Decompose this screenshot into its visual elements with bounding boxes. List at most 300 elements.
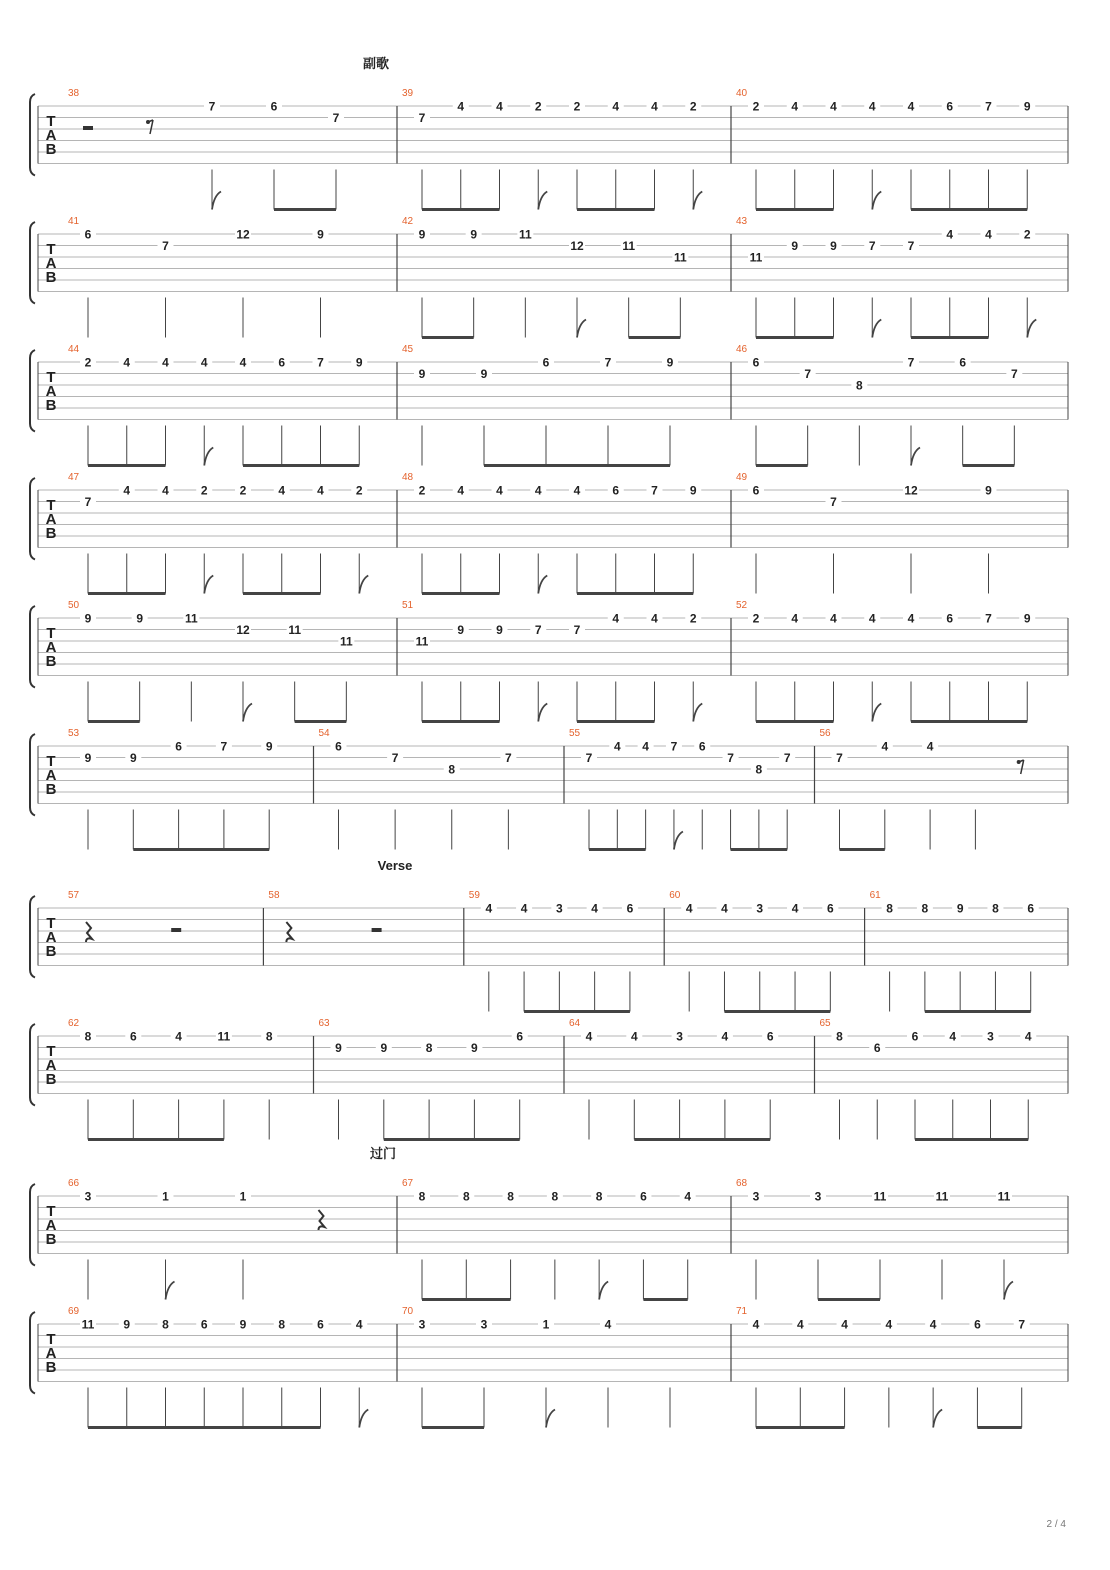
- tab-clef-letter: T: [46, 1331, 56, 1348]
- fret-number: 7: [804, 367, 812, 381]
- fret-number: 11: [518, 227, 532, 242]
- measure-number: 67: [402, 1178, 414, 1189]
- fret-number: 7: [907, 355, 915, 370]
- fret-number: 11: [622, 239, 636, 253]
- tab-clef-letter: A: [45, 1345, 57, 1362]
- fret-number: 4: [612, 99, 620, 114]
- fret-number: 7: [651, 483, 658, 498]
- fret-number: 6: [1027, 901, 1035, 916]
- fret-number: 7: [418, 111, 426, 125]
- fret-number: 4: [123, 355, 131, 370]
- fret-number: 4: [841, 1317, 848, 1332]
- half-rest: [171, 928, 181, 932]
- fret-number: 9: [335, 1041, 342, 1055]
- tab-system: [30, 1306, 1068, 1428]
- fret-number: 6: [873, 1041, 881, 1055]
- tab-clef-letter: T: [46, 915, 56, 932]
- fret-number: 4: [317, 483, 324, 498]
- fret-number: 4: [496, 99, 503, 114]
- fret-number: 3: [987, 1029, 994, 1044]
- fret-number: 6: [612, 483, 620, 498]
- fret-number: 4: [123, 483, 131, 498]
- tab-system: [30, 1178, 1068, 1300]
- fret-number: 4: [1024, 1029, 1032, 1044]
- fret-number: 6: [826, 901, 834, 916]
- fret-number: 7: [907, 239, 915, 253]
- fret-number: 8: [418, 1189, 426, 1204]
- fret-number: 4: [796, 1317, 804, 1332]
- fret-number: 4: [907, 611, 915, 626]
- fret-number: 9: [84, 611, 92, 626]
- measure-number: 70: [402, 1306, 414, 1317]
- fret-number: 11: [81, 1317, 95, 1332]
- rest-stem: [1021, 760, 1024, 774]
- system-bracket: [30, 896, 35, 978]
- fret-number: 4: [830, 611, 837, 626]
- fret-number: 6: [946, 611, 954, 626]
- tab-clef-letter: B: [45, 397, 57, 414]
- fret-number: 4: [881, 739, 889, 754]
- fret-number: 9: [496, 623, 503, 637]
- measure-number: 42: [402, 216, 414, 227]
- fret-number: 3: [556, 901, 563, 916]
- fret-number: 11: [217, 1029, 231, 1044]
- fret-number: 8: [507, 1189, 514, 1204]
- measure-number: 38: [68, 88, 80, 99]
- tab-system: [30, 600, 1068, 722]
- system-bracket: [30, 94, 35, 176]
- tab-clef-letter: A: [45, 383, 57, 400]
- rest-stem: [150, 120, 153, 134]
- fret-number: 6: [270, 99, 278, 114]
- fret-number: 4: [721, 901, 728, 916]
- fret-number: 9: [1023, 611, 1031, 626]
- measure-number: 40: [736, 88, 748, 99]
- tab-system: [30, 472, 1068, 594]
- fret-number: 4: [791, 901, 799, 916]
- section-label: 过门: [369, 1146, 397, 1161]
- fret-number: 7: [604, 355, 612, 370]
- fret-number: 4: [752, 1317, 760, 1332]
- measure-number: 54: [318, 728, 330, 739]
- note-flag: [693, 704, 702, 722]
- note-flag: [204, 448, 213, 466]
- fret-number: 9: [136, 611, 144, 626]
- fret-number: 2: [752, 611, 760, 626]
- note-flag: [212, 192, 221, 210]
- measure-number: 52: [736, 600, 748, 611]
- note-flag: [243, 704, 252, 722]
- note-flag: [872, 320, 881, 338]
- fret-number: 3: [752, 1189, 760, 1204]
- fret-number: 3: [814, 1189, 822, 1204]
- fret-number: 9: [418, 227, 426, 242]
- measure-number: 58: [268, 890, 280, 901]
- note-flag: [1004, 1282, 1013, 1300]
- tab-clef-letter: A: [45, 1057, 57, 1074]
- fret-number: 1: [162, 1189, 169, 1204]
- fret-number: 3: [418, 1317, 426, 1332]
- fret-number: 4: [907, 99, 915, 114]
- note-flag: [538, 704, 547, 722]
- fret-number: 8: [921, 901, 929, 916]
- note-flag: [166, 1282, 175, 1300]
- tab-clef-letter: A: [45, 929, 57, 946]
- fret-number: 11: [997, 1189, 1011, 1204]
- fret-number: 9: [380, 1041, 388, 1055]
- system-bracket: [30, 222, 35, 304]
- fret-number: 7: [220, 739, 228, 754]
- fret-number: 7: [1018, 1317, 1026, 1332]
- tab-clef-letter: A: [45, 1217, 57, 1234]
- measure-number: 45: [402, 344, 414, 355]
- fret-number: 8: [755, 762, 763, 777]
- fret-number: 4: [885, 1317, 893, 1332]
- fret-number: 6: [698, 739, 706, 754]
- measure-number: 57: [68, 890, 80, 901]
- fret-number: 4: [457, 483, 465, 498]
- fret-number: 4: [868, 99, 876, 114]
- section-label: Verse: [377, 858, 413, 873]
- tab-clef-letter: T: [46, 753, 56, 770]
- note-flag: [359, 576, 368, 594]
- tab-system: [30, 728, 1068, 850]
- fret-number: 1: [542, 1317, 550, 1332]
- measure-number: 59: [468, 890, 480, 901]
- fret-number: 4: [591, 901, 598, 916]
- note-flag: [911, 448, 920, 466]
- fret-number: 7: [505, 751, 512, 765]
- fret-number: 2: [239, 483, 247, 498]
- note-flag: [872, 704, 881, 722]
- fret-number: 9: [84, 751, 92, 765]
- fret-number: 7: [670, 739, 678, 754]
- fret-number: 4: [278, 483, 286, 498]
- fret-number: 7: [573, 623, 581, 637]
- tab-system: [30, 1018, 1068, 1140]
- fret-number: 4: [613, 739, 621, 754]
- fret-number: 4: [612, 611, 620, 626]
- fret-number: 11: [184, 611, 198, 626]
- fret-number: 4: [684, 1189, 692, 1204]
- tab-clef-letter: B: [45, 1071, 57, 1088]
- tab-clef-letter: T: [46, 1203, 56, 1220]
- fret-number: 4: [520, 901, 528, 916]
- fret-number: 6: [175, 739, 182, 754]
- measure-number: 41: [68, 216, 80, 227]
- measure-number: 61: [869, 890, 881, 901]
- fret-number: 7: [868, 239, 876, 253]
- tab-system: [30, 890, 1068, 1012]
- tab-clef-letter: A: [45, 511, 57, 528]
- measure-number: 39: [402, 88, 414, 99]
- fret-number: 4: [239, 355, 247, 370]
- fret-number: 4: [457, 99, 465, 114]
- note-flag: [204, 576, 213, 594]
- fret-number: 6: [84, 227, 92, 242]
- fret-number: 6: [129, 1029, 137, 1044]
- fret-number: 9: [265, 739, 273, 754]
- note-flag: [546, 1410, 555, 1428]
- fret-number: 7: [391, 751, 399, 765]
- system-bracket: [30, 1312, 35, 1394]
- fret-number: 9: [317, 227, 324, 242]
- tab-clef-letter: B: [45, 1231, 57, 1248]
- measure-number: 63: [318, 1018, 330, 1029]
- page-number: 2 / 4: [1046, 1519, 1066, 1530]
- fret-number: 8: [162, 1317, 169, 1332]
- measure-number: 49: [736, 472, 748, 483]
- fret-number: 4: [630, 1029, 638, 1044]
- fret-number: 2: [84, 355, 92, 370]
- measure-number: 43: [736, 216, 748, 227]
- measure-number: 65: [819, 1018, 831, 1029]
- fret-number: 3: [480, 1317, 488, 1332]
- fret-number: 2: [573, 99, 581, 114]
- fret-number: 4: [929, 1317, 937, 1332]
- fret-number: 8: [992, 901, 999, 916]
- measure-number: 46: [736, 344, 748, 355]
- note-flag: [693, 192, 702, 210]
- quarter-rest: [286, 922, 292, 942]
- tab-clef-letter: T: [46, 369, 56, 386]
- fret-number: 6: [200, 1317, 208, 1332]
- fret-number: 2: [418, 483, 426, 498]
- fret-number: 8: [462, 1189, 470, 1204]
- fret-number: 6: [542, 355, 550, 370]
- fret-number: 7: [830, 495, 837, 509]
- tab-clef-letter: A: [45, 127, 57, 144]
- fret-number: 4: [162, 483, 169, 498]
- fret-number: 4: [868, 611, 876, 626]
- tab-system: [30, 344, 1068, 466]
- fret-number: 8: [425, 1041, 433, 1055]
- note-flag: [538, 192, 547, 210]
- fret-number: 9: [791, 239, 799, 253]
- system-bracket: [30, 350, 35, 432]
- measure-number: 53: [68, 728, 80, 739]
- fret-number: 4: [200, 355, 208, 370]
- fret-number: 8: [84, 1029, 92, 1044]
- tab-clef-letter: B: [45, 781, 57, 798]
- fret-number: 4: [175, 1029, 182, 1044]
- fret-number: 4: [534, 483, 542, 498]
- fret-number: 2: [534, 99, 542, 114]
- note-flag: [599, 1282, 608, 1300]
- fret-number: 9: [956, 901, 964, 916]
- fret-number: 2: [752, 99, 760, 114]
- fret-number: 2: [200, 483, 208, 498]
- fret-number: 9: [457, 623, 465, 637]
- fret-number: 9: [666, 355, 674, 370]
- fret-number: 12: [570, 239, 584, 253]
- fret-number: 7: [534, 623, 542, 637]
- tab-clef-letter: T: [46, 625, 56, 642]
- fret-number: 7: [727, 751, 734, 765]
- fret-number: 9: [830, 239, 837, 253]
- fret-number: 4: [685, 901, 693, 916]
- fret-number: 6: [946, 99, 954, 114]
- fret-number: 6: [974, 1317, 981, 1332]
- fret-number: 11: [935, 1189, 949, 1204]
- fret-number: 6: [959, 355, 967, 370]
- fret-number: 4: [604, 1317, 612, 1332]
- system-bracket: [30, 1024, 35, 1106]
- fret-number: 4: [721, 1029, 729, 1044]
- note-flag: [577, 320, 586, 338]
- fret-number: 3: [676, 1029, 683, 1044]
- fret-number: 6: [911, 1029, 919, 1044]
- quarter-rest: [86, 922, 92, 942]
- tab-clef-letter: T: [46, 241, 56, 258]
- tab-clef-letter: T: [46, 497, 56, 514]
- system-bracket: [30, 1184, 35, 1266]
- measure: [68, 890, 181, 942]
- system-bracket: [30, 478, 35, 560]
- fret-number: 6: [278, 355, 286, 370]
- fret-number: 9: [418, 367, 426, 381]
- note-flag: [359, 1410, 368, 1428]
- fret-number: 9: [689, 483, 697, 498]
- fret-number: 4: [791, 611, 799, 626]
- fret-number: 2: [689, 99, 697, 114]
- tab-clef-letter: B: [45, 269, 57, 286]
- fret-number: 6: [752, 483, 760, 498]
- note-flag: [674, 832, 683, 850]
- measure-number: 51: [402, 600, 414, 611]
- fret-number: 8: [448, 762, 456, 777]
- fret-number: 9: [471, 1041, 478, 1055]
- fret-number: 4: [791, 99, 799, 114]
- fret-number: 8: [886, 901, 893, 916]
- fret-number: 9: [239, 1317, 247, 1332]
- fret-number: 4: [926, 739, 934, 754]
- fret-number: 4: [162, 355, 169, 370]
- fret-number: 8: [551, 1189, 559, 1204]
- fret-number: 4: [642, 739, 649, 754]
- fret-number: 1: [239, 1189, 247, 1204]
- tab-clef-letter: A: [45, 255, 57, 272]
- fret-number: 2: [355, 483, 363, 498]
- fret-number: 12: [904, 483, 918, 498]
- fret-number: 7: [84, 495, 92, 509]
- fret-number: 11: [339, 634, 353, 649]
- fret-number: 4: [651, 611, 658, 626]
- fret-number: 7: [783, 751, 791, 765]
- section-label: 副歌: [362, 56, 390, 71]
- fret-number: 6: [766, 1029, 774, 1044]
- fret-number: 7: [317, 355, 324, 370]
- tab-clef-letter: T: [46, 1043, 56, 1060]
- fret-number: 6: [752, 355, 760, 370]
- fret-number: 8: [836, 1029, 843, 1044]
- fret-number: 7: [162, 239, 169, 253]
- fret-number: 7: [836, 751, 843, 765]
- tab-clef-letter: B: [45, 653, 57, 670]
- fret-number: 4: [585, 1029, 593, 1044]
- fret-number: 11: [288, 623, 302, 637]
- fret-number: 7: [208, 99, 216, 114]
- fret-number: 9: [985, 483, 992, 498]
- fret-number: 12: [236, 227, 250, 242]
- fret-number: 4: [496, 483, 503, 498]
- fret-number: 6: [317, 1317, 324, 1332]
- tab-clef-letter: B: [45, 1359, 57, 1376]
- fret-number: 11: [415, 634, 429, 649]
- half-rest: [83, 126, 93, 130]
- fret-number: 7: [585, 751, 593, 765]
- fret-number: 3: [84, 1189, 92, 1204]
- fret-number: 12: [236, 623, 250, 637]
- fret-number: 6: [516, 1029, 524, 1044]
- fret-number: 8: [278, 1317, 286, 1332]
- measure-number: 44: [68, 344, 80, 355]
- fret-number: 8: [595, 1189, 603, 1204]
- fret-number: 6: [640, 1189, 647, 1204]
- half-rest: [372, 928, 382, 932]
- measure-number: 56: [819, 728, 831, 739]
- fret-number: 4: [830, 99, 837, 114]
- fret-number: 4: [651, 99, 658, 114]
- tab-system: [30, 88, 1068, 210]
- fret-number: 11: [673, 250, 687, 265]
- system-bracket: [30, 606, 35, 688]
- note-flag: [1027, 320, 1036, 338]
- fret-number: 2: [1023, 227, 1031, 242]
- measure-number: 62: [68, 1018, 80, 1029]
- tab-clef-letter: A: [45, 639, 57, 656]
- measure-number: 47: [68, 472, 80, 483]
- fret-number: 7: [985, 611, 992, 626]
- fret-number: 6: [335, 739, 342, 754]
- fret-number: 11: [873, 1189, 887, 1204]
- fret-number: 4: [355, 1317, 363, 1332]
- fret-number: 7: [985, 99, 992, 114]
- note-flag: [872, 192, 881, 210]
- tab-system: [30, 216, 1068, 338]
- measure-number: 50: [68, 600, 80, 611]
- note-flag: [933, 1410, 942, 1428]
- quarter-rest: [319, 1210, 325, 1230]
- fret-number: 4: [949, 1029, 957, 1044]
- fret-number: 4: [485, 901, 493, 916]
- fret-number: 7: [332, 111, 340, 125]
- tab-clef-letter: B: [45, 943, 57, 960]
- fret-number: 9: [480, 367, 488, 381]
- tab-clef-letter: B: [45, 525, 57, 542]
- fret-number: 9: [470, 227, 478, 242]
- fret-number: 9: [129, 751, 137, 765]
- measure-number: 60: [669, 890, 681, 901]
- fret-number: 3: [756, 901, 764, 916]
- measure-number: 55: [569, 728, 581, 739]
- fret-number: 9: [355, 355, 363, 370]
- measure-number: 64: [569, 1018, 581, 1029]
- measure-number: 68: [736, 1178, 748, 1189]
- tab-clef-letter: T: [46, 113, 56, 130]
- tab-clef-letter: B: [45, 141, 57, 158]
- measure-number: 69: [68, 1306, 80, 1317]
- fret-number: 8: [265, 1029, 273, 1044]
- fret-number: 7: [1010, 367, 1018, 381]
- fret-number: 4: [573, 483, 581, 498]
- fret-number: 4: [946, 227, 954, 242]
- fret-number: 9: [1023, 99, 1031, 114]
- measure-number: 71: [736, 1306, 748, 1317]
- measure-number: 66: [68, 1178, 80, 1189]
- fret-number: 11: [749, 250, 763, 265]
- note-flag: [538, 576, 547, 594]
